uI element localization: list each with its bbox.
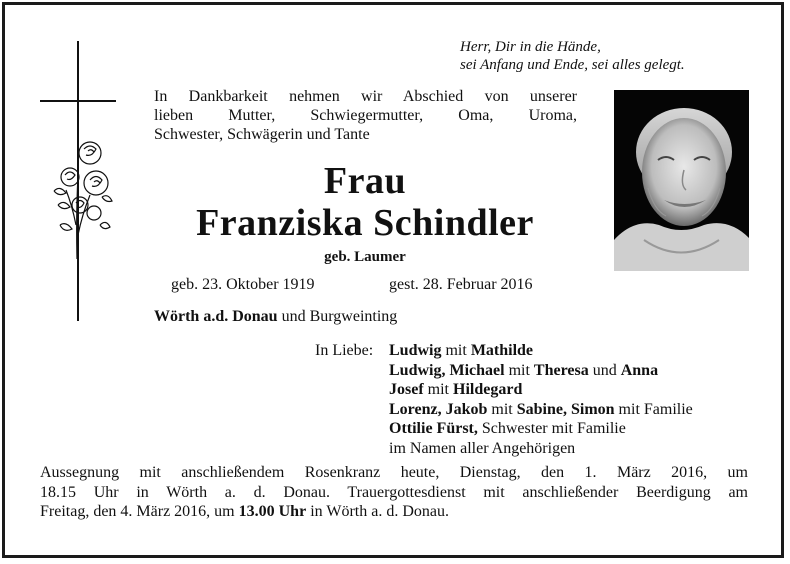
family-line xyxy=(389,361,693,381)
roses-icon xyxy=(50,135,114,260)
portrait-image xyxy=(614,90,749,271)
service-line-2: 18.15 Uhr in Wörth a. d. Donau. Trauergottesdienst mit anschließender Beerdigung am xyxy=(40,483,748,501)
cross-icon-horizontal xyxy=(40,100,116,102)
residence-rest: und Burgweinting xyxy=(277,308,398,325)
family-connector: mit xyxy=(423,381,453,398)
intro-line-1: In Dankbarkeit nehmen wir Abschied von unserer xyxy=(154,88,577,105)
motto-line-1: Herr, Dir in die Hände, xyxy=(460,39,601,55)
deceased-name: Franziska Schindler xyxy=(196,202,534,244)
service-time: 13.00 Uhr xyxy=(238,503,307,520)
family-connector: mit xyxy=(504,361,534,379)
family-name: Ottilie Fürst, xyxy=(389,420,478,437)
service-line-3-pre: Freitag, den 4. März 2016, um xyxy=(40,503,239,520)
intro-line-2: lieben Mutter, Schwiegermutter, Oma, Uroma, xyxy=(154,107,577,124)
family-line xyxy=(389,400,693,420)
family-name: Mathilde xyxy=(470,342,534,359)
family-name: Ludwig xyxy=(389,342,442,359)
deceased-name-block xyxy=(150,160,580,244)
family-connector: im Namen aller Angehörigen xyxy=(389,439,576,457)
portrait-photo xyxy=(614,90,749,271)
family-name: Sabine, Simon xyxy=(516,400,615,418)
family-name: Hildegard xyxy=(453,381,523,398)
family-name: Lorenz, Jakob xyxy=(389,400,488,418)
salutation: Frau xyxy=(323,160,407,202)
family-name: Theresa xyxy=(533,361,589,379)
family-connector: mit xyxy=(487,400,517,418)
family-name: Ludwig, Michael xyxy=(389,361,505,379)
birth-date: geb. 23. Oktober 1919 xyxy=(171,276,315,293)
family-connector: Schwester mit Familie xyxy=(477,420,626,437)
motto xyxy=(460,38,750,74)
family-name: Anna xyxy=(620,361,659,379)
motto-line-2: sei Anfang und Ende, sei alles gelegt. xyxy=(460,57,685,73)
family-name: Josef xyxy=(389,381,424,398)
family-line xyxy=(389,439,693,459)
service-line-1: Aussegnung mit anschließendem Rosenkranz heute, Dienstag, den 1. März 2016, um xyxy=(40,464,748,481)
family-list xyxy=(389,341,693,458)
family-line xyxy=(389,419,693,439)
maiden-name: geb. Laumer xyxy=(324,249,406,265)
family-line xyxy=(389,341,693,361)
service-line-3 xyxy=(40,502,748,522)
family-label: In Liebe: xyxy=(315,342,374,359)
intro-text xyxy=(154,87,577,144)
family-line xyxy=(389,380,693,400)
service-info xyxy=(40,463,748,522)
family-connector: mit xyxy=(441,342,471,359)
family-connector: und xyxy=(588,361,621,379)
service-line-3-post: in Wörth a. d. Donau. xyxy=(306,503,449,520)
death-date: gest. 28. Februar 2016 xyxy=(389,276,533,293)
intro-line-3: Schwester, Schwägerin und Tante xyxy=(154,126,370,143)
residence-town: Wörth a.d. Donau xyxy=(154,308,278,325)
residence xyxy=(154,308,397,326)
family-connector: mit Familie xyxy=(614,400,693,418)
